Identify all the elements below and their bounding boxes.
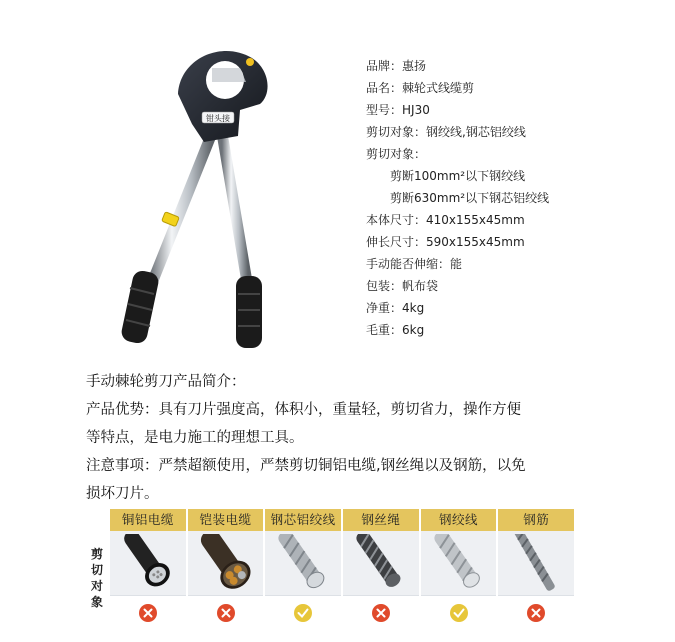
product-image [100,38,330,348]
cutting-object-name: 钢芯铝绞线 [265,509,341,531]
description-line: 等特点，是电力施工的理想工具。 [86,430,304,446]
cutting-object-name: 铠装电缆 [188,509,264,531]
side-label-char: 象 [90,595,103,609]
cutting-object-photo [188,531,264,596]
cutting-object-column [110,509,186,627]
description-heading: 手动棘轮剪刀产品简介： [86,374,246,390]
right-grip [236,276,262,348]
spec-item: 伸长尺寸：590x155x45mm [366,235,525,249]
product-description [86,368,596,508]
spec-list [366,55,549,341]
cutting-object-columns [110,509,574,627]
description-line: 注意事项：严禁超额使用，严禁剪切铜铝电缆,钢丝绳以及钢筋，以免 [86,458,526,474]
cutter-head [178,51,268,142]
description-line: 损坏刀片。 [86,486,159,502]
cable-cross-section-icon [117,534,179,592]
spec-item: 剪断630mm²以下钢芯铝绞线 [390,191,550,205]
ratchet-cable-cutter-icon [100,38,330,348]
cutting-object-table [86,509,574,627]
spec-item: 品牌：惠扬 [366,59,427,73]
spec-item: 品名：棘轮式线缆剪 [366,81,475,95]
cutting-object-column [498,509,574,627]
cross-icon [526,603,546,623]
cutting-object-side-label [86,531,108,625]
cutting-object-column [421,509,497,627]
side-label-char: 剪 [90,547,103,561]
cross-icon [216,603,236,623]
side-label-char: 对 [90,579,103,593]
rebar-icon [505,534,567,592]
spec-item: 型号：HJ30 [366,103,430,117]
cutting-object-name: 铜铝电缆 [110,509,186,531]
tool-label: 钳头接 [206,114,230,123]
acsr-strand-icon [272,534,334,592]
spec-item: 本体尺寸：410x155x45mm [366,213,525,227]
spec-item: 剪断100mm²以下钢绞线 [390,169,526,183]
spec-item: 包装：帆布袋 [366,279,439,293]
cutting-object-photo [421,531,497,596]
armored-cable-icon [195,534,257,592]
cutting-object-photo [498,531,574,596]
cross-icon [138,603,158,623]
spec-item: 毛重：6kg [366,323,425,337]
cutting-object-name: 钢绞线 [421,509,497,531]
spec-item: 净重：4kg [366,301,425,315]
cutting-object-photo [343,531,419,596]
cutting-object-photo [265,531,341,596]
check-icon [449,603,469,623]
wire-rope-icon [350,534,412,592]
cutting-object-column [343,509,419,627]
cutting-object-name: 钢丝绳 [343,509,419,531]
cutting-object-column [188,509,264,627]
spec-item: 剪切对象： [366,147,427,161]
cutting-object-column [265,509,341,627]
side-label-char: 切 [90,563,103,577]
cutting-object-name: 钢筋 [498,509,574,531]
cutting-object-photo [110,531,186,596]
steel-strand-icon [428,534,490,592]
check-icon [293,603,313,623]
cross-icon [371,603,391,623]
left-grip [120,269,160,345]
spec-item: 剪切对象：钢绞线,钢芯铝绞线 [366,125,526,139]
description-line: 产品优势：具有刀片强度高，体积小，重量轻，剪切省力，操作方便 [86,402,521,418]
spec-item: 手动能否伸缩：能 [366,257,463,271]
